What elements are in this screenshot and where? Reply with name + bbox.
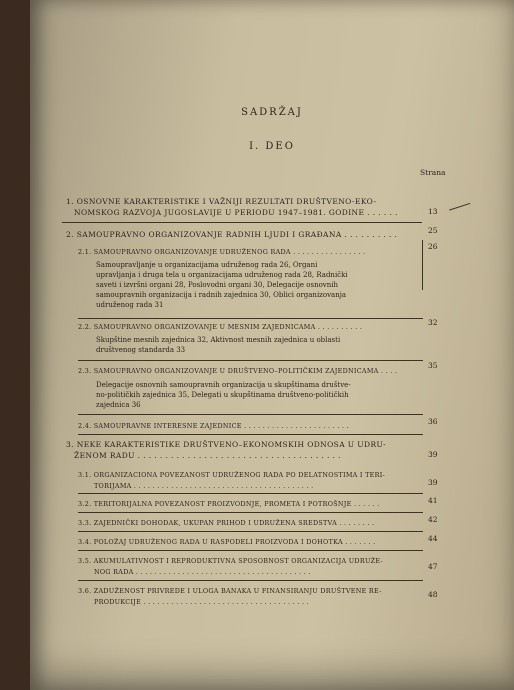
toc-entry-3 (66, 440, 421, 461)
divider (78, 318, 423, 319)
toc-entry-2-3 (78, 366, 408, 377)
page-number: 25 (428, 226, 438, 235)
description-line: saveti i izvršni organi 28, Poslovodni organi 30, Delegacije osnovnih (96, 281, 339, 289)
description-line: Skupštine mesnih zajednica 32, Aktivnost mesnih zajednica u oblasti (96, 336, 341, 344)
toc-entry-description (96, 260, 406, 310)
toc-entry-text: 2.2. SAMOUPRAVNO ORGANIZOVANJE U MESNIM ZAJEDNICAMA . . . . . . . . . . (78, 323, 363, 331)
divider (78, 414, 423, 415)
divider (422, 240, 423, 290)
toc-entry-text: 2.1. SAMOUPRAVNO ORGANIZOVANJE UDRUŽENOG RADA . . . . . . . . . . . . . . . . (78, 248, 366, 256)
toc-entry-3-5 (78, 556, 418, 577)
description-line: udruženog rada 31 (96, 301, 164, 309)
page-column-header: Strana (420, 168, 446, 177)
page-number: 35 (428, 361, 438, 370)
page-number: 41 (428, 496, 438, 505)
toc-entry-1 (66, 197, 416, 218)
divider (78, 512, 423, 513)
pencil-mark (449, 203, 473, 218)
toc-entry-text: 3.6. ZADUŽENOST PRIVREDE I ULOGA BANAKA U FINANSIRANJU DRUŠTVENE RE- (78, 587, 382, 595)
toc-entry-2-1 (78, 247, 408, 258)
toc-entry-text: 2.4. SAMOUPRAVNE INTERESNE ZAJEDNICE . . . . . . . . . . . . . . . . . . . . . . . (78, 422, 350, 430)
toc-entry-text: 3.2. TERITORIJALNA POVEZANOST PROIZVODNJE, PROMETA I POTROŠNJE . . . . . . (78, 500, 380, 508)
toc-entry-text: ŽENOM RADU . . . . . . . . . . . . . . . . . . . . . . . . . . . . . . . . . . . . . (74, 450, 341, 460)
toc-entry-2-4 (78, 421, 408, 432)
toc-entry-3-2 (78, 499, 418, 510)
toc-entry-description (96, 335, 406, 355)
page-number: 44 (428, 534, 438, 543)
page-number: 48 (428, 590, 438, 599)
page-number: 13 (428, 207, 438, 216)
page-number: 47 (428, 562, 438, 571)
toc-entry-text: PRODUKCIJE . . . . . . . . . . . . . . . . . . . . . . . . . . . . . . . . . . . . (94, 597, 309, 606)
divider (78, 493, 423, 494)
description-line: Samoupravljanje u organizacijama udruženog rada 26, Organi (96, 261, 318, 269)
description-line: upravljanja i druga tela u organizacijama udruženog rada 28, Radnički (96, 271, 348, 279)
page-number: 36 (428, 417, 438, 426)
page-title: SADRŽAJ (241, 107, 303, 118)
divider (78, 531, 423, 532)
toc-entry-3-1 (78, 470, 418, 491)
toc-entry-text: 3.1. ORGANIZACIONA POVEZANOST UDRUŽENOG RADA PO DELATNOSTIMA I TERI- (78, 471, 385, 479)
toc-entry-text: 1. OSNOVNE KARAKTERISTIKE I VAŽNIJI REZULTATI DRUŠTVENO-EKO- (66, 197, 377, 206)
book-page (30, 0, 514, 690)
description-line: zajednica 36 (96, 401, 141, 409)
description-line: Delegacije osnovnih samoupravnih organizacija u skupštinama društve- (96, 381, 351, 389)
page-number: 26 (428, 242, 438, 251)
description-line: društvenog standarda 33 (96, 346, 186, 354)
toc-entry-text: NOG RADA . . . . . . . . . . . . . . . . . . . . . . . . . . . . . . . . . . . . . . (94, 567, 311, 576)
toc-entry-text: 3.4. POLOŽAJ UDRUŽENOG RADA U RASPODELI PROIZVODA I DOHOTKA . . . . . . . (78, 538, 376, 546)
divider (78, 434, 423, 435)
toc-entry-3-4 (78, 537, 418, 548)
toc-entry-text: TORIJAMA . . . . . . . . . . . . . . . . . . . . . . . . . . . . . . . . . . . . . . . (94, 481, 314, 490)
toc-entry-2-2 (78, 322, 408, 333)
description-line: no-političkih zajednica 35, Delegati u skupštinama društveno-političkih (96, 391, 349, 399)
toc-entry-text: 3.3. ZAJEDNIČKI DOHODAK, UKUPAN PRIHOD I UDRUŽENA SREDSTVA . . . . . . . . (78, 519, 375, 527)
page-number: 39 (428, 450, 438, 459)
description-line: samoupravnih organizacija i radnih zajednica 30, Oblici organizovanja (96, 291, 347, 299)
page-number: 42 (428, 515, 438, 524)
toc-entry-3-3 (78, 518, 418, 529)
toc-entry-text: 2.3. SAMOUPRAVNO ORGANIZOVANJE U DRUŠTVENO–POLITIČKIM ZAJEDNICAMA . . . . (78, 367, 398, 375)
toc-entry-text: 3.5. AKUMULATIVNOST I REPRODUKTIVNA SPOSOBNOST ORGANIZACIJA UDRUŽE- (78, 557, 383, 565)
divider (78, 580, 423, 581)
toc-entry-2 (66, 230, 416, 241)
toc-entry-text: NOMSKOG RAZVOJA JUGOSLAVIJE U PERIODU 1947–1981. GODINE . . . . . . (74, 207, 398, 217)
divider (78, 360, 423, 361)
page-number: 39 (428, 478, 438, 487)
divider (78, 550, 423, 551)
part-heading: I. DEO (249, 141, 295, 152)
toc-entry-text: 3. NEKE KARAKTERISTIKE DRUŠTVENO–EKONOMSKIH ODNOSA U UDRU- (66, 440, 387, 449)
divider (62, 222, 422, 223)
page-number: 32 (428, 318, 438, 327)
toc-entry-description (96, 380, 406, 410)
toc-entry-text: 2. SAMOUPRAVNO ORGANIZOVANJE RADNIH LJUDI I GRAĐANA . . . . . . . . . . (66, 230, 398, 239)
toc-entry-3-6 (78, 586, 418, 607)
